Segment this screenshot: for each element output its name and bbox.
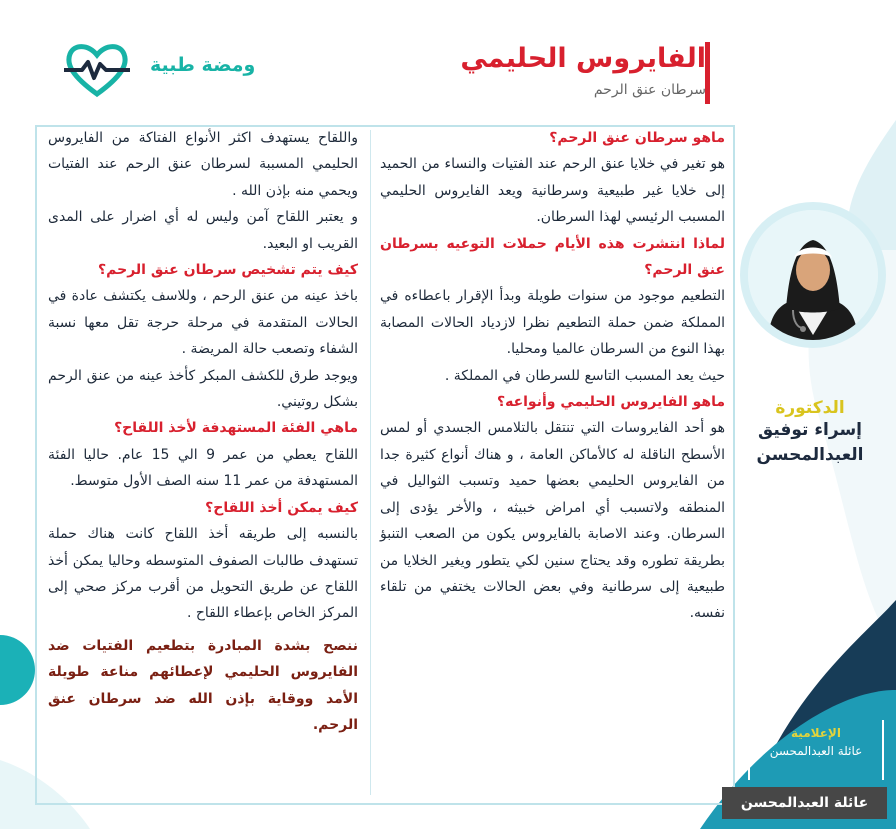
answer-text: بالنسبه إلى طريقه أخذ اللقاح كانت هناك حملة تستهدف طالبات الصفوف المتوسطه وحاليا يمكن أخذ اللقاح عن طريق التحويل من أقرب مركز صحي إلى المركز الخاص بإعطاء اللقاح . (48, 526, 358, 622)
heart-pulse-icon (62, 42, 132, 98)
brand-name: ومضة طبية (150, 54, 256, 76)
question-heading: ماهو الفايروس الحليمي وأنواعه؟ (496, 394, 725, 411)
media-name: عائلة العبدالمحسن (769, 744, 863, 758)
column-divider (370, 130, 371, 795)
doctor-last-name: العبدالمحسن (756, 445, 864, 465)
question-heading: ماهو سرطان عنق الرحم؟ (549, 130, 725, 146)
question-heading: ماهي الفئة المستهدفة لأخذ اللقاح؟ (114, 420, 358, 437)
answer-text: اللقاح يعطي من عمر 9 الي 15 عام. حاليا الفئة المستهدفة من عمر 11 سنه الصف الأول متوسط. (48, 446, 358, 490)
doctor-label (750, 398, 870, 468)
media-title: الإعلامية (791, 726, 841, 740)
question-heading: كيف يمكن أخذ اللقاح؟ (205, 499, 358, 516)
doctor-first-name: إسراء توفيق (758, 420, 862, 440)
answer-text: هو تغير في خلايا عنق الرحم عند الفتيات والنساء من الحميد إلى خلايا غير طبيعية وسرطانية ويعد الفايروس الحليمي المسبب الرئيسي لهذا السرطان. (380, 156, 725, 226)
advice-text: ننصح بشدة المبادرة بتطعيم الفتيات ضد الفايروس الحليمي لإعطائهم مناعة طويلة الأمد ووقاية بإذن الله ضد سرطان عنق الرحم. (48, 637, 358, 733)
question-heading: لماذا انتشرت هذه الأيام حملات التوعيه بسرطان عنق الرحم؟ (380, 235, 725, 279)
answer-text: واللقاح يستهدف اكثر الأنواع الفتاكة من الفايروس الحليمي المسببة لسرطان عنق الرحم عند الفتيات ويحمي منه بإذن الله . (48, 130, 358, 199)
media-credit (748, 720, 884, 780)
answer-text: هو أحد الفايروسات التي تنتقل بالتلامس الجسدي أو لمس الأسطح الناقلة له كالأماكن العامة ، و هناك أنواع كثيرة جدا من الفايروس الحليمي بعضها حميد وتسبب الثواليل في المنطقه ولاتسبب أي امراض خبيثه ، والأخر يؤدى إلى السرطان. وعند الاصابة بالفايروس يكون من الصعب التنبؤ بطريقة تطوره وقد يحتاج سنين لكي يتطور ويغير الخلايا من طبيعية إلى سرطانية وفي بعض الحالات يختفي من تلقاء نفسه. (380, 420, 725, 622)
footer-brand: عائلة العبدالمحسن (722, 787, 887, 819)
page-subtitle: سرطان عنق الرحم (593, 82, 706, 98)
header (446, 40, 706, 98)
answer-text: حيث يعد المسبب التاسع للسرطان في المملكة . (444, 367, 725, 384)
answer-text: و يعتبر اللقاح آمن وليس له أي اضرار على المدى القريب او البعيد. (48, 209, 358, 252)
answer-text: باخذ عينه من عنق الرحم ، وللاسف يكتشف عادة في الحالات المتقدمة في مرحلة حرجة تقل معها نسبة الشفاء وتصعب حالة المريضة . (48, 288, 358, 358)
question-heading: كيف يتم تشخيص سرطان عنق الرحم؟ (98, 262, 358, 279)
brand-logo (62, 40, 272, 100)
answer-text: التطعيم موجود من سنوات طويلة وبدأ الإقرار باعطاءه في المملكة ضمن حملة التطعيم نظرا لازدياد الحالات المصابة بهذا النوع من السرطان عالميا ومحليا. (380, 288, 725, 358)
left-column (48, 125, 358, 738)
page-title: الفايروس الحليمي (460, 43, 706, 74)
female-doctor-icon (748, 210, 878, 340)
doctor-title: الدكتورة (775, 398, 845, 418)
doctor-avatar (748, 210, 878, 340)
right-column (380, 125, 725, 627)
answer-text: ويوجد طرق للكشف المبكر كأخذ عينه من عنق الرحم بشكل روتيني. (48, 367, 358, 411)
